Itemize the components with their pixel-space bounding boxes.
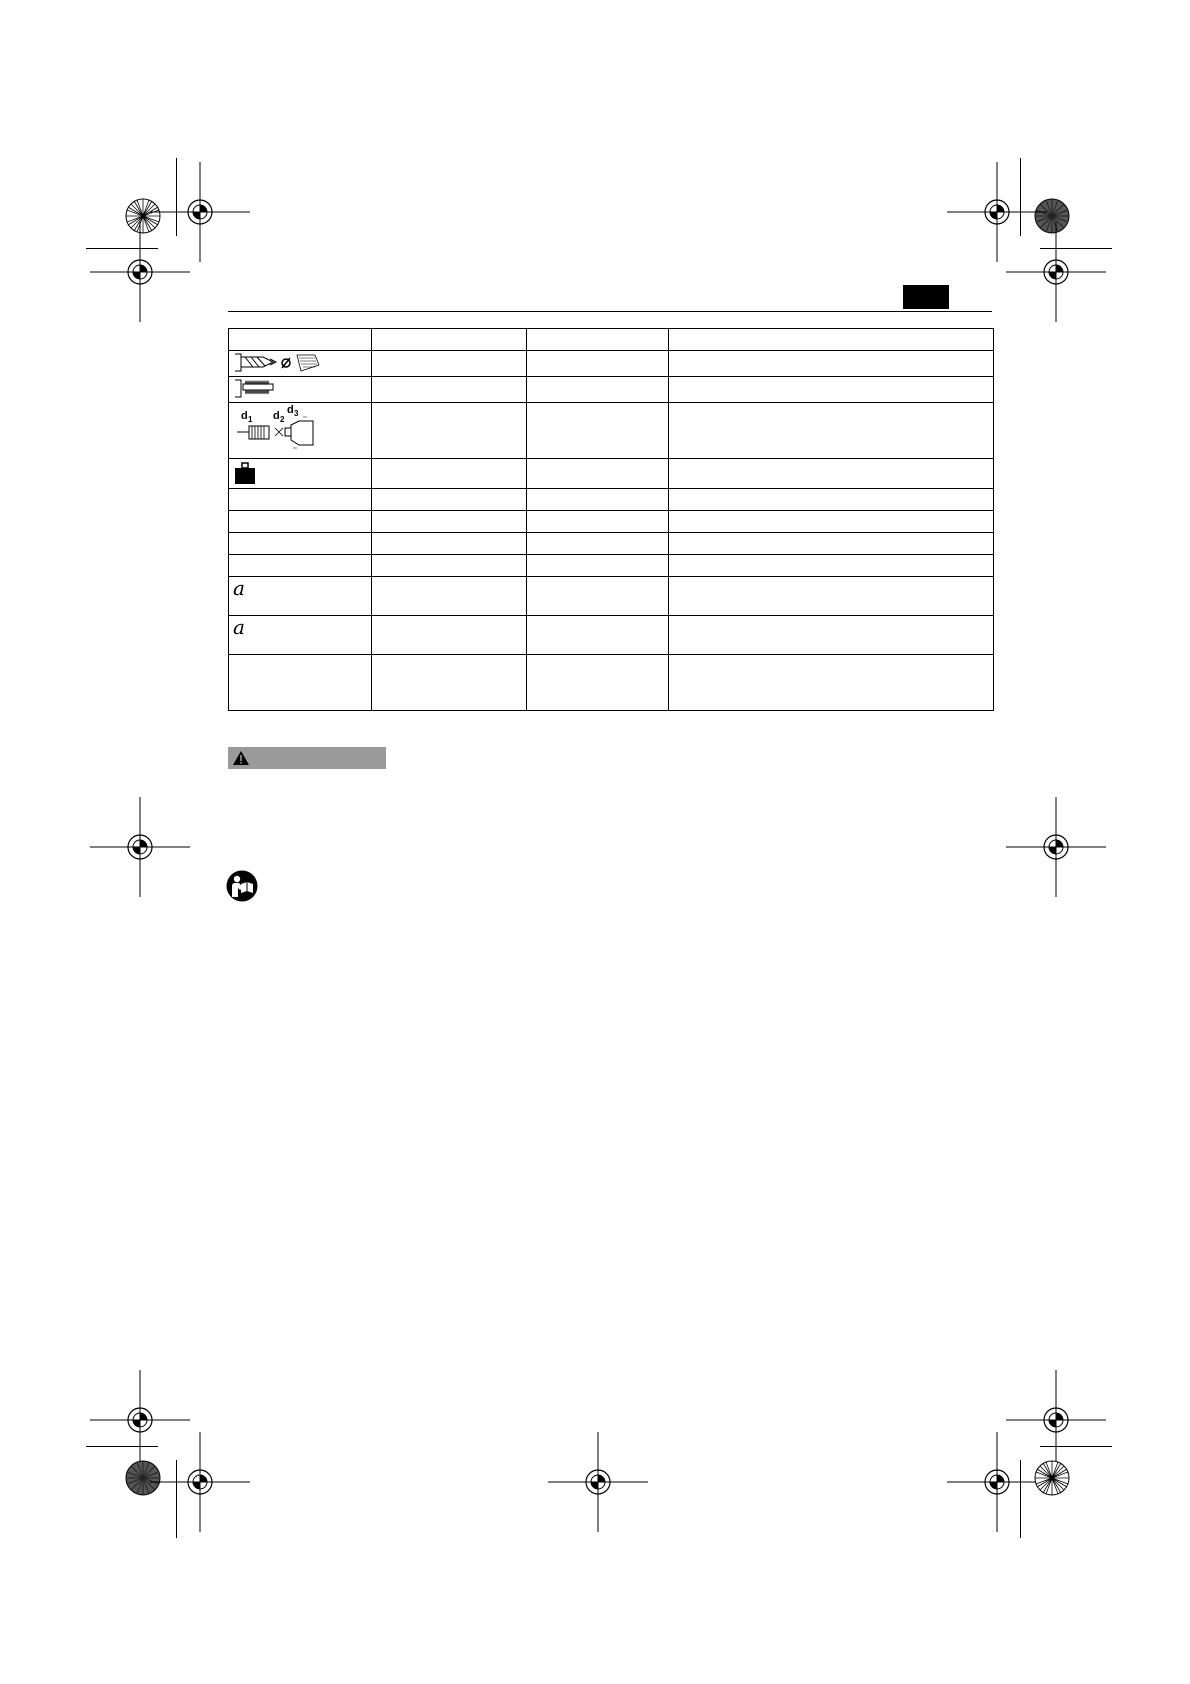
registration-mark-icon — [947, 162, 1047, 262]
registration-mark-icon — [1006, 797, 1106, 897]
svg-text:3: 3 — [294, 409, 299, 418]
table-row — [229, 577, 994, 616]
read-manual-icon — [226, 870, 258, 902]
table-row — [229, 616, 994, 655]
vibration-symbol: a — [233, 615, 245, 639]
warning-triangle-icon — [232, 750, 250, 766]
table-row — [229, 555, 994, 577]
header-cell — [669, 329, 994, 351]
svg-text:d: d — [287, 404, 294, 416]
svg-text:d: d — [273, 410, 280, 422]
warning-banner — [228, 747, 386, 769]
registration-mark-icon — [1006, 222, 1106, 322]
vibration-symbol: a — [233, 576, 245, 600]
table-row — [229, 489, 994, 511]
table-row — [229, 655, 994, 711]
color-target-icon — [1035, 1461, 1069, 1495]
table-header-row — [229, 329, 994, 351]
table-row — [229, 459, 994, 489]
table-row — [229, 533, 994, 555]
header-rule — [228, 311, 992, 312]
registration-mark-icon — [90, 1370, 190, 1470]
table-row — [229, 403, 994, 459]
registration-mark-icon — [90, 222, 190, 322]
table-row — [229, 351, 994, 377]
color-target-icon — [1035, 199, 1069, 233]
color-target-icon — [126, 1461, 160, 1495]
registration-mark-icon — [548, 1432, 648, 1532]
registration-mark-icon — [90, 797, 190, 897]
weight-icon — [229, 459, 372, 489]
table-row — [229, 511, 994, 533]
header-cell — [527, 329, 669, 351]
thread-bolt-icon — [229, 377, 372, 403]
registration-mark-icon — [1006, 1370, 1106, 1470]
svg-text:d: d — [241, 410, 248, 422]
header-cell — [372, 329, 527, 351]
table-row — [229, 377, 994, 403]
registration-mark-icon — [150, 1432, 250, 1532]
svg-text:2: 2 — [280, 415, 285, 424]
color-target-icon — [126, 199, 160, 233]
drill-bit-diameter-icon — [229, 351, 372, 377]
chuck-diameters-icon — [229, 403, 372, 459]
technical-data-table — [228, 328, 994, 711]
registration-mark-icon — [947, 1432, 1047, 1532]
language-tab — [903, 285, 949, 309]
svg-text:1: 1 — [248, 415, 253, 424]
header-cell — [229, 329, 372, 351]
registration-mark-icon — [150, 162, 250, 262]
